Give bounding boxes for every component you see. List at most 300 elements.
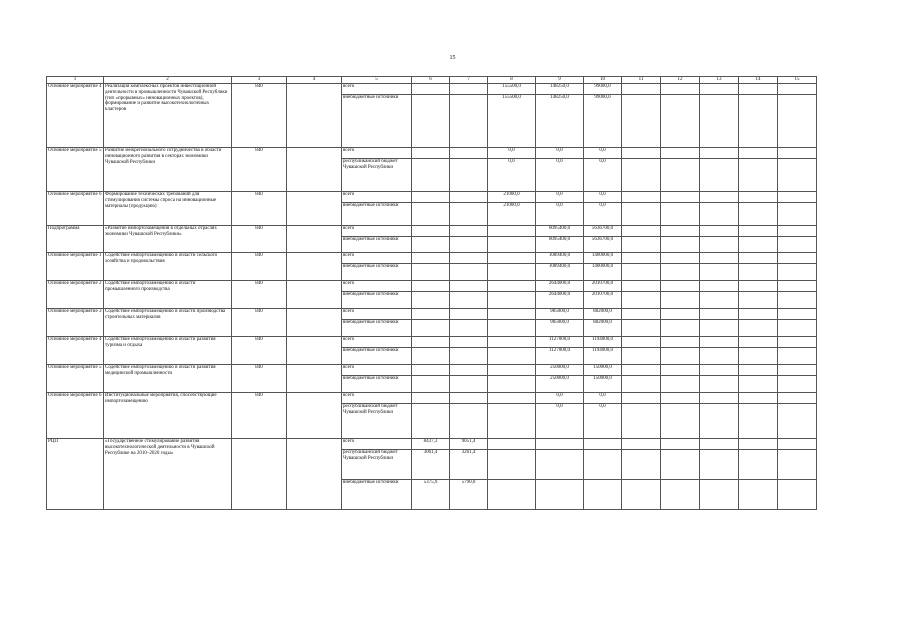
value-cell-8: [488, 253, 536, 264]
column-header-10: 10: [584, 77, 622, 84]
value-cell-6: [412, 84, 450, 95]
value-cell-14: [739, 148, 778, 159]
activity-type-cell: Основное мероприятие 2: [47, 281, 104, 309]
code-cell: [287, 281, 342, 309]
activity-name-cell: «Развитие импортозамещения в отдельных отраслях экономики Чувашской Республики»: [104, 226, 232, 253]
value-cell-11: [622, 159, 661, 192]
value-cell-13: [700, 203, 739, 226]
code-cell: [287, 84, 342, 148]
value-cell-8: 0,0: [488, 148, 536, 159]
value-cell-6: [412, 281, 450, 292]
value-cell-14: [739, 309, 778, 320]
value-cell-11: [622, 192, 661, 203]
value-cell-15: [778, 309, 817, 320]
value-cell-7: [450, 393, 488, 404]
value-cell-13: [700, 84, 739, 95]
funding-source-cell: всего: [342, 337, 412, 348]
value-cell-12: [661, 95, 700, 148]
value-cell-6: [412, 309, 450, 320]
value-cell-10: 0,0: [584, 192, 622, 203]
table-row: [47, 281, 817, 292]
value-cell-13: [700, 95, 739, 148]
value-cell-11: [622, 439, 661, 450]
value-cell-9: 0,0: [536, 148, 584, 159]
value-cell-10: 2010700,0: [584, 281, 622, 292]
value-cell-6: [412, 376, 450, 393]
funding-source-cell: всего: [342, 84, 412, 95]
value-cell-11: [622, 253, 661, 264]
funding-source-cell: всего: [342, 365, 412, 376]
value-cell-8: 21000,0: [488, 203, 536, 226]
value-cell-10: 99000,0: [584, 84, 622, 95]
value-cell-12: [661, 148, 700, 159]
value-cell-9: 1127000,0: [536, 337, 584, 348]
funding-source-cell: республиканский бюджет Чувашской Республики: [342, 404, 412, 439]
column-header-15: 15: [778, 77, 817, 84]
value-cell-6: [412, 237, 450, 253]
value-cell-13: [700, 365, 739, 376]
value-cell-14: [739, 393, 778, 404]
value-cell-6: 3061,4: [412, 450, 450, 480]
value-cell-7: [450, 192, 488, 203]
funding-source-cell: всего: [342, 192, 412, 203]
value-cell-8: 155500,0: [488, 84, 536, 95]
value-cell-10: [584, 439, 622, 450]
value-cell-6: [412, 192, 450, 203]
funding-source-cell: внебюджетные источники: [342, 264, 412, 281]
value-cell-11: [622, 376, 661, 393]
value-cell-11: [622, 450, 661, 480]
value-cell-6: [412, 159, 450, 192]
admin-code-cell: 840: [232, 192, 287, 226]
value-cell-8: 21000,0: [488, 192, 536, 203]
value-cell-9: 250000,0: [536, 365, 584, 376]
funding-source-cell: всего: [342, 281, 412, 292]
code-cell: [287, 148, 342, 192]
value-cell-10: 0,0: [584, 393, 622, 404]
value-cell-10: 150000,0: [584, 365, 622, 376]
value-cell-14: [739, 337, 778, 348]
admin-code-cell: 840: [232, 337, 287, 365]
value-cell-12: [661, 348, 700, 365]
value-cell-8: [488, 264, 536, 281]
value-cell-13: [700, 348, 739, 365]
table-row: [47, 226, 817, 237]
activity-type-cell: Основное мероприятие 6: [47, 393, 104, 439]
value-cell-6: [412, 404, 450, 439]
funding-source-cell: внебюджетные источники: [342, 95, 412, 148]
value-cell-15: [778, 439, 817, 450]
activity-type-cell: Подпрограмма: [47, 226, 104, 253]
column-header-3: 3: [232, 77, 287, 84]
value-cell-11: [622, 337, 661, 348]
value-cell-13: [700, 292, 739, 309]
value-cell-13: [700, 237, 739, 253]
table-row: [47, 393, 817, 404]
value-cell-6: [412, 337, 450, 348]
code-cell: [287, 393, 342, 439]
value-cell-15: [778, 393, 817, 404]
value-cell-13: [700, 376, 739, 393]
column-header-13: 13: [700, 77, 739, 84]
value-cell-6: [412, 148, 450, 159]
value-cell-15: [778, 348, 817, 365]
value-cell-14: [739, 320, 778, 337]
value-cell-10: 0,0: [584, 159, 622, 192]
value-cell-11: [622, 84, 661, 95]
value-cell-12: [661, 159, 700, 192]
value-cell-11: [622, 95, 661, 148]
value-cell-8: 0,0: [488, 159, 536, 192]
value-cell-13: [700, 159, 739, 192]
code-cell: [287, 439, 342, 510]
funding-source-cell: всего: [342, 148, 412, 159]
value-cell-12: [661, 365, 700, 376]
value-cell-8: [488, 281, 536, 292]
value-cell-6: [412, 393, 450, 404]
funding-source-cell: всего: [342, 393, 412, 404]
value-cell-14: [739, 159, 778, 192]
value-cell-8: [488, 480, 536, 510]
code-cell: [287, 309, 342, 337]
value-cell-13: [700, 226, 739, 237]
value-cell-11: [622, 348, 661, 365]
value-cell-15: [778, 480, 817, 510]
value-cell-8: [488, 365, 536, 376]
value-cell-13: [700, 450, 739, 480]
value-cell-10: 882000,0: [584, 320, 622, 337]
table-row: [47, 148, 817, 159]
value-cell-13: [700, 320, 739, 337]
table-body: [47, 84, 817, 510]
value-cell-13: [700, 192, 739, 203]
column-header-9: 9: [536, 77, 584, 84]
value-cell-15: [778, 292, 817, 309]
activity-type-cell: Основное мероприятие 5: [47, 365, 104, 393]
value-cell-9: [536, 439, 584, 450]
value-cell-13: [700, 148, 739, 159]
value-cell-7: [450, 309, 488, 320]
table-row: [47, 253, 817, 264]
value-cell-14: [739, 253, 778, 264]
value-cell-7: 5790,0: [450, 480, 488, 510]
value-cell-15: [778, 365, 817, 376]
value-cell-15: [778, 192, 817, 203]
column-header-4: 4: [287, 77, 342, 84]
column-header-7: 7: [450, 77, 488, 84]
value-cell-8: [488, 404, 536, 439]
funding-source-cell: внебюджетные источники: [342, 203, 412, 226]
value-cell-10: 2010700,0: [584, 292, 622, 309]
value-cell-6: [412, 203, 450, 226]
value-cell-14: [739, 281, 778, 292]
table-row: [47, 439, 817, 450]
value-cell-9: 0,0: [536, 192, 584, 203]
value-cell-12: [661, 450, 700, 480]
value-cell-11: [622, 148, 661, 159]
value-cell-14: [739, 226, 778, 237]
value-cell-14: [739, 264, 778, 281]
funding-source-cell: внебюджетные источники: [342, 320, 412, 337]
value-cell-6: [412, 292, 450, 309]
value-cell-14: [739, 348, 778, 365]
funding-source-cell: всего: [342, 309, 412, 320]
activity-name-cell: Реализация комплексных проектов инвестиционной деятельности в промышленности Чувашской Республики (тип «прорывных» инновационных проектов), формирование и развитие высокотехнологичных кластеров: [104, 84, 232, 148]
activity-name-cell: Содействие импортозамещению в области производства строительных материалов: [104, 309, 232, 337]
value-cell-12: [661, 203, 700, 226]
value-cell-7: 3261,4: [450, 450, 488, 480]
value-cell-11: [622, 281, 661, 292]
column-header-1: 1: [47, 77, 104, 84]
column-header-14: 14: [739, 77, 778, 84]
value-cell-14: [739, 450, 778, 480]
value-cell-15: [778, 404, 817, 439]
value-cell-11: [622, 309, 661, 320]
header-row: [47, 77, 817, 84]
value-cell-13: [700, 253, 739, 264]
code-cell: [287, 192, 342, 226]
value-cell-8: [488, 226, 536, 237]
value-cell-13: [700, 439, 739, 450]
value-cell-11: [622, 404, 661, 439]
value-cell-10: 0,0: [584, 404, 622, 439]
value-cell-9: 1089400,0: [536, 253, 584, 264]
activity-type-cell: Основное мероприятие 4: [47, 337, 104, 365]
funding-source-cell: республиканский бюджет Чувашской Республики: [342, 159, 412, 192]
value-cell-7: [450, 203, 488, 226]
value-cell-12: [661, 404, 700, 439]
code-cell: [287, 253, 342, 281]
value-cell-11: [622, 264, 661, 281]
funding-source-cell: всего: [342, 253, 412, 264]
activity-name-cell: Содействие импортозамещению в области сельского хозяйства и продовольствия: [104, 253, 232, 281]
value-cell-10: [584, 480, 622, 510]
value-cell-15: [778, 253, 817, 264]
funding-source-cell: внебюджетные источники: [342, 237, 412, 253]
value-cell-8: [488, 337, 536, 348]
value-cell-12: [661, 337, 700, 348]
value-cell-7: [450, 376, 488, 393]
column-header-5: 5: [342, 77, 412, 84]
value-cell-8: [488, 237, 536, 253]
value-cell-14: [739, 84, 778, 95]
value-cell-8: [488, 309, 536, 320]
value-cell-8: [488, 450, 536, 480]
funding-source-cell: республиканский бюджет Чувашской Республики: [342, 450, 412, 480]
value-cell-13: [700, 393, 739, 404]
funding-source-cell: внебюджетные источники: [342, 376, 412, 393]
code-cell: [287, 337, 342, 365]
value-cell-12: [661, 264, 700, 281]
value-cell-7: [450, 404, 488, 439]
value-cell-9: 985000,0: [536, 309, 584, 320]
value-cell-13: [700, 480, 739, 510]
value-cell-10: 99000,0: [584, 95, 622, 148]
funding-source-cell: внебюджетные источники: [342, 292, 412, 309]
value-cell-9: 148250,0: [536, 84, 584, 95]
table-row: [47, 365, 817, 376]
admin-code-cell: 840: [232, 365, 287, 393]
code-cell: [287, 365, 342, 393]
activity-name-cell: Институциональные мероприятия, способствующие импортозамещению: [104, 393, 232, 439]
value-cell-6: [412, 95, 450, 148]
value-cell-10: 882000,0: [584, 309, 622, 320]
value-cell-12: [661, 480, 700, 510]
activity-name-cell: Формирование технических требований для стимулирования системы спроса на инновационные материалы (продукцию): [104, 192, 232, 226]
value-cell-9: 6095400,0: [536, 226, 584, 237]
value-cell-9: [536, 480, 584, 510]
value-cell-6: [412, 253, 450, 264]
value-cell-11: [622, 292, 661, 309]
value-cell-7: [450, 84, 488, 95]
value-cell-10: 5636700,0: [584, 226, 622, 237]
value-cell-9: 2644000,0: [536, 281, 584, 292]
value-cell-8: [488, 348, 536, 365]
value-cell-11: [622, 237, 661, 253]
value-cell-7: [450, 348, 488, 365]
value-cell-11: [622, 320, 661, 337]
value-cell-13: [700, 404, 739, 439]
value-cell-15: [778, 84, 817, 95]
value-cell-9: 1089400,0: [536, 264, 584, 281]
value-cell-9: 148250,0: [536, 95, 584, 148]
value-cell-15: [778, 264, 817, 281]
activity-type-cell: Основное мероприятие 1: [47, 253, 104, 281]
value-cell-15: [778, 337, 817, 348]
value-cell-15: [778, 376, 817, 393]
value-cell-14: [739, 439, 778, 450]
activity-type-cell: Основное мероприятие 4: [47, 84, 104, 148]
activity-name-cell: Содействие импортозамещению в области промышленного производства: [104, 281, 232, 309]
page-number: 15: [449, 55, 456, 61]
value-cell-7: [450, 148, 488, 159]
table-row: [47, 84, 817, 95]
activity-type-cell: Основное мероприятие 6: [47, 192, 104, 226]
table-row: [47, 192, 817, 203]
value-cell-10: 1400000,0: [584, 264, 622, 281]
value-cell-10: [584, 450, 622, 480]
activity-name-cell: Содействие импортозамещению в области развития туризма и отдыха: [104, 337, 232, 365]
value-cell-10: 1400000,0: [584, 253, 622, 264]
value-cell-9: 1127000,0: [536, 348, 584, 365]
value-cell-13: [700, 309, 739, 320]
value-cell-12: [661, 84, 700, 95]
value-cell-14: [739, 480, 778, 510]
value-cell-15: [778, 226, 817, 237]
value-cell-11: [622, 480, 661, 510]
value-cell-10: 0,0: [584, 148, 622, 159]
value-cell-12: [661, 309, 700, 320]
value-cell-14: [739, 203, 778, 226]
value-cell-12: [661, 320, 700, 337]
value-cell-11: [622, 365, 661, 376]
column-header-11: 11: [622, 77, 661, 84]
value-cell-6: [412, 348, 450, 365]
value-cell-8: [488, 320, 536, 337]
value-cell-13: [700, 337, 739, 348]
funding-source-cell: всего: [342, 226, 412, 237]
value-cell-7: [450, 264, 488, 281]
value-cell-12: [661, 292, 700, 309]
column-header-12: 12: [661, 77, 700, 84]
admin-code-cell: 840: [232, 309, 287, 337]
value-cell-12: [661, 376, 700, 393]
value-cell-6: [412, 226, 450, 237]
value-cell-9: 985000,0: [536, 320, 584, 337]
value-cell-6: [412, 365, 450, 376]
value-cell-14: [739, 95, 778, 148]
value-cell-14: [739, 292, 778, 309]
code-cell: [287, 226, 342, 253]
value-cell-7: [450, 159, 488, 192]
value-cell-15: [778, 203, 817, 226]
value-cell-8: [488, 376, 536, 393]
value-cell-11: [622, 203, 661, 226]
value-cell-7: [450, 281, 488, 292]
value-cell-12: [661, 393, 700, 404]
value-cell-7: [450, 237, 488, 253]
funding-source-cell: внебюджетные источники: [342, 348, 412, 365]
value-cell-14: [739, 237, 778, 253]
budget-table: [46, 76, 817, 510]
value-cell-8: 155500,0: [488, 95, 536, 148]
column-header-8: 8: [488, 77, 536, 84]
value-cell-12: [661, 253, 700, 264]
value-cell-9: [536, 450, 584, 480]
activity-type-cell: Основное мероприятие 5: [47, 148, 104, 192]
value-cell-15: [778, 237, 817, 253]
value-cell-15: [778, 159, 817, 192]
value-cell-15: [778, 450, 817, 480]
value-cell-7: [450, 365, 488, 376]
value-cell-14: [739, 404, 778, 439]
value-cell-11: [622, 393, 661, 404]
activity-name-cell: «Государственное стимулирование развития высокотехнологической деятельности в Чувашской Республике на 2010–2020 годы»: [104, 439, 232, 510]
value-cell-6: [412, 320, 450, 337]
value-cell-7: [450, 292, 488, 309]
value-cell-12: [661, 226, 700, 237]
value-cell-14: [739, 376, 778, 393]
value-cell-12: [661, 237, 700, 253]
value-cell-15: [778, 320, 817, 337]
value-cell-8: [488, 439, 536, 450]
value-cell-10: 1194000,0: [584, 348, 622, 365]
activity-type-cell: Основное мероприятие 3: [47, 309, 104, 337]
funding-source-cell: всего: [342, 439, 412, 450]
admin-code-cell: 840: [232, 84, 287, 148]
activity-name-cell: Развитие межрегионального сотрудничества в области инновационного развития в секторах экономики Чувашской Республики: [104, 148, 232, 192]
value-cell-15: [778, 148, 817, 159]
value-cell-8: [488, 393, 536, 404]
value-cell-10: 1194000,0: [584, 337, 622, 348]
value-cell-9: 250000,0: [536, 376, 584, 393]
value-cell-7: [450, 337, 488, 348]
value-cell-9: 2644000,0: [536, 292, 584, 309]
value-cell-9: 0,0: [536, 159, 584, 192]
admin-code-cell: [232, 439, 287, 510]
value-cell-11: [622, 226, 661, 237]
value-cell-14: [739, 365, 778, 376]
value-cell-14: [739, 192, 778, 203]
value-cell-8: [488, 292, 536, 309]
value-cell-10: 150000,0: [584, 376, 622, 393]
value-cell-7: [450, 226, 488, 237]
value-cell-6: [412, 264, 450, 281]
value-cell-7: [450, 320, 488, 337]
admin-code-cell: 840: [232, 226, 287, 253]
value-cell-9: 0,0: [536, 404, 584, 439]
table-row: [47, 337, 817, 348]
